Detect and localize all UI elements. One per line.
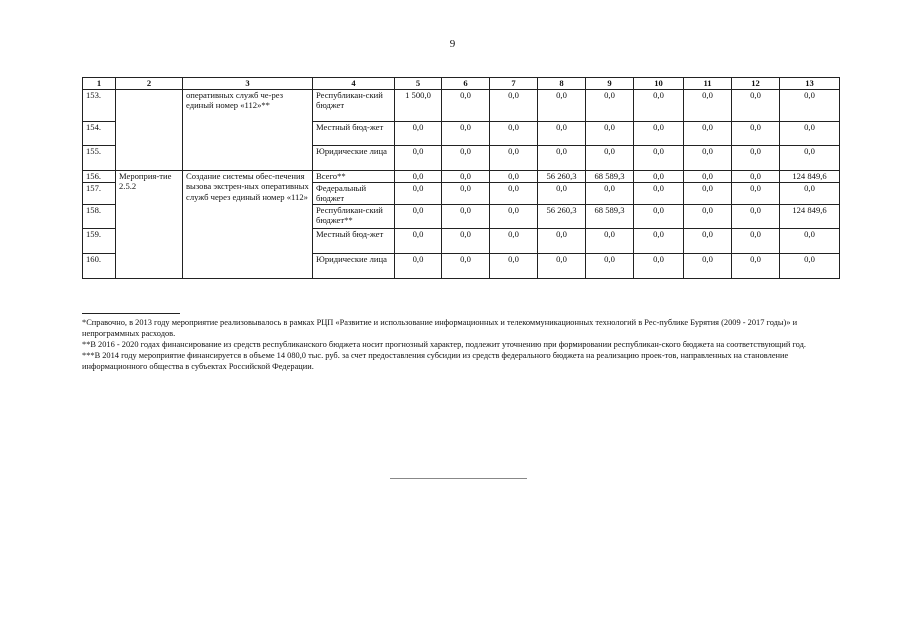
footnotes [82,317,842,372]
column-header: 10 [634,78,684,90]
amount-cell: 1 500,0 [395,89,442,121]
column-header: 7 [490,78,538,90]
footnote-separator [82,313,180,314]
amount-cell: 0,0 [780,89,840,121]
column-header: 6 [442,78,490,90]
amount-cell: 0,0 [634,204,684,228]
amount-cell: 0,0 [780,182,840,204]
amount-cell: 0,0 [634,228,684,253]
row-number: 156. [83,170,116,182]
amount-cell: 0,0 [732,204,780,228]
column-header: 3 [183,78,313,90]
amount-cell: 0,0 [684,121,732,145]
bottom-separator [390,478,527,479]
column-header: 9 [586,78,634,90]
footnote-3: ***В 2014 году мероприятие финансируется в объеме 14 080,0 тыс. руб. за счет предоставления субсидии из средств федерального бюджета на реализацию проек-тов, направленных на становление информационного общества в субъектах Российской Федерации. [82,351,789,371]
row-number: 160. [83,253,116,278]
amount-cell: 0,0 [442,228,490,253]
amount-cell: 0,0 [442,121,490,145]
amount-cell: 0,0 [780,253,840,278]
amount-cell: 0,0 [732,182,780,204]
row-number: 158. [83,204,116,228]
amount-cell: 0,0 [538,228,586,253]
amount-cell: 0,0 [442,89,490,121]
amount-cell: 0,0 [634,89,684,121]
amount-cell: 0,0 [586,89,634,121]
amount-cell: 0,0 [538,182,586,204]
amount-cell: 0,0 [395,182,442,204]
amount-cell: 0,0 [442,253,490,278]
column-header: 12 [732,78,780,90]
amount-cell: 0,0 [780,145,840,170]
budget-table [82,77,840,279]
page-number: 9 [449,38,456,50]
amount-cell: 0,0 [780,121,840,145]
amount-cell: 0,0 [490,253,538,278]
amount-cell: 0,0 [634,121,684,145]
amount-cell: 0,0 [634,170,684,182]
amount-cell: 0,0 [395,170,442,182]
amount-cell: 124 849,6 [780,204,840,228]
amount-cell: 0,0 [732,121,780,145]
funding-source-cell: Федеральный бюджет [313,182,395,204]
amount-cell: 0,0 [442,204,490,228]
amount-cell: 0,0 [538,145,586,170]
amount-cell: 0,0 [490,145,538,170]
amount-cell: 0,0 [586,121,634,145]
amount-cell: 0,0 [586,228,634,253]
row-number: 159. [83,228,116,253]
amount-cell: 0,0 [732,145,780,170]
column-header: 11 [684,78,732,90]
table-row [83,170,840,182]
amount-cell: 0,0 [780,228,840,253]
amount-cell: 0,0 [442,170,490,182]
row-number: 154. [83,121,116,145]
amount-cell: 0,0 [684,89,732,121]
column-header: 4 [313,78,395,90]
amount-cell: 0,0 [442,145,490,170]
amount-cell: 0,0 [732,89,780,121]
amount-cell: 0,0 [684,253,732,278]
amount-cell: 0,0 [586,253,634,278]
row-number: 153. [83,89,116,121]
column-header: 8 [538,78,586,90]
amount-cell: 56 260,3 [538,204,586,228]
column-header: 5 [395,78,442,90]
footnote-2: **В 2016 - 2020 годах финансирование из средств республиканского бюджета носит прогнозный характер, подлежит уточнению при формировании республикан-ского бюджета на соответствующий год. [82,340,806,349]
funding-source-cell: Местный бюд-жет [313,228,395,253]
amount-cell: 0,0 [684,182,732,204]
column-header: 13 [780,78,840,90]
amount-cell: 0,0 [395,253,442,278]
row-number: 155. [83,145,116,170]
amount-cell: 0,0 [490,204,538,228]
funding-source-cell: Местный бюд-жет [313,121,395,145]
amount-cell: 56 260,3 [538,170,586,182]
footnote-1: *Справочно, в 2013 году мероприятие реализовывалось в рамках РЦП «Развитие и использование информационных и телекоммуникационных технологий в Рес-публике Бурятия (2009 - 2017 годы)» и непрограммных расходов. [82,318,798,338]
activity-description-cell: Создание системы обес-печения вызова экстрен-ных оперативных служб через единый номер «112» [183,170,313,278]
activity-code-cell [116,89,183,170]
amount-cell: 0,0 [395,121,442,145]
amount-cell: 0,0 [732,228,780,253]
amount-cell: 0,0 [684,170,732,182]
amount-cell: 0,0 [634,253,684,278]
amount-cell: 0,0 [684,228,732,253]
amount-cell: 0,0 [732,170,780,182]
table-header-row [83,78,840,90]
amount-cell: 0,0 [395,145,442,170]
funding-source-cell: Юридические лица [313,253,395,278]
table-row [83,89,840,121]
amount-cell: 0,0 [634,145,684,170]
amount-cell: 0,0 [634,182,684,204]
amount-cell: 0,0 [586,145,634,170]
amount-cell: 0,0 [490,182,538,204]
amount-cell: 0,0 [490,228,538,253]
amount-cell: 0,0 [395,204,442,228]
amount-cell: 0,0 [490,170,538,182]
amount-cell: 0,0 [538,89,586,121]
column-header: 2 [116,78,183,90]
amount-cell: 0,0 [490,89,538,121]
column-header: 1 [83,78,116,90]
amount-cell: 0,0 [684,145,732,170]
amount-cell: 68 589,3 [586,204,634,228]
amount-cell: 0,0 [538,121,586,145]
amount-cell: 0,0 [442,182,490,204]
funding-source-cell: Республикан-ский бюджет [313,89,395,121]
row-number: 157. [83,182,116,204]
amount-cell: 0,0 [732,253,780,278]
amount-cell: 0,0 [490,121,538,145]
amount-cell: 0,0 [684,204,732,228]
amount-cell: 0,0 [538,253,586,278]
activity-code-cell: Мероприя-тие 2.5.2 [116,170,183,278]
funding-source-cell: Всего** [313,170,395,182]
funding-source-cell: Юридические лица [313,145,395,170]
amount-cell: 0,0 [586,182,634,204]
amount-cell: 124 849,6 [780,170,840,182]
amount-cell: 68 589,3 [586,170,634,182]
activity-description-cell: оперативных служб че-рез единый номер «112»** [183,89,313,170]
amount-cell: 0,0 [395,228,442,253]
funding-source-cell: Республикан-ский бюджет** [313,204,395,228]
